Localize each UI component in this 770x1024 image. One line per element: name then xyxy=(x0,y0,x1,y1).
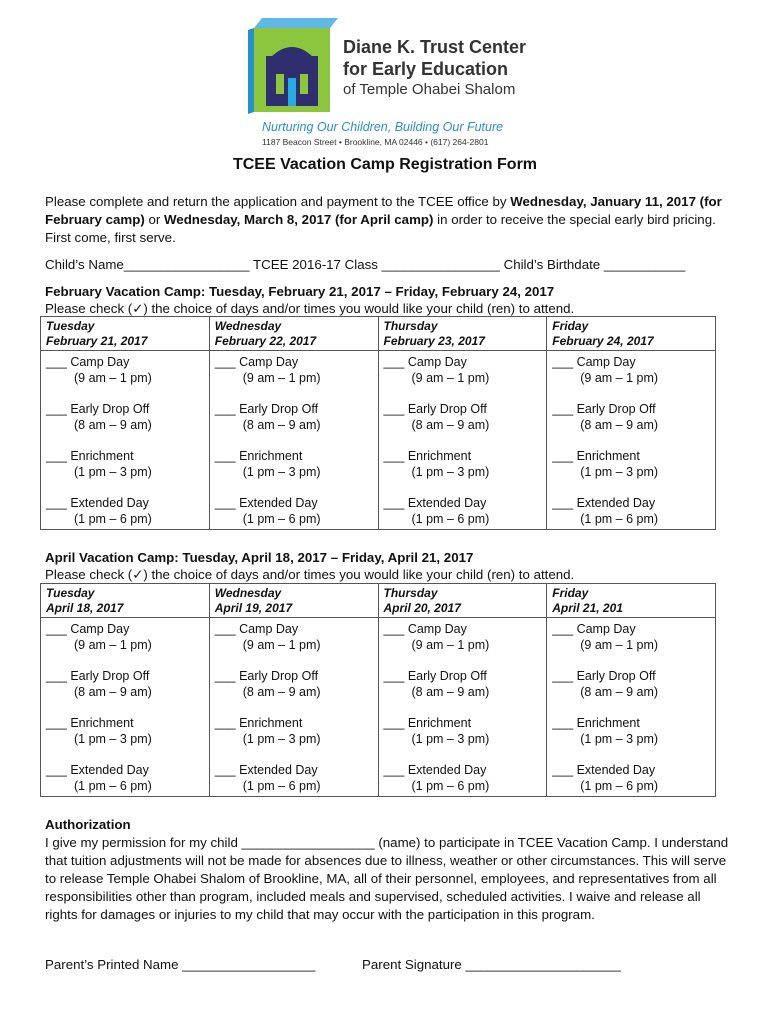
options-cell[interactable]: ___ Camp Day (9 am – 1 pm) ___ Early Drop Off (8 am – 9 am) ___ Enrichment (1 pm – 3 pm) ___ Extended Day (1 pm – 6 pm) xyxy=(41,618,210,797)
april-section-title: April Vacation Camp: Tuesday, April 18, 2017 – Friday, April 21, 2017 xyxy=(45,550,474,565)
child-info-line[interactable]: Child’s Name_________________ TCEE 2016-17 Class ________________ Child’s Birthdate ___________ xyxy=(45,257,686,272)
day-header: Wednesday April 19, 2017 xyxy=(209,584,378,618)
logo-name-line3: of Temple Ohabei Shalom xyxy=(343,81,516,98)
authorization-text: I give my permission for my child __________________ (name) to participate in TCEE Vacation Camp. I understand that tuition adjustments will not be made for absences due to illness, weather or other circumstances. This will serve to release Temple Ohabei Shalom of Brookline, MA, all of their personnel, employees, and representatives from all responsibilities other than program, included meals and supervised, scheduled activities. I waive and release all rights for damages or injuries to my child that may occur with the participation in this program. xyxy=(45,835,729,922)
february-deadline: Wednesday, January 11, 2017 (for February camp) xyxy=(45,194,722,227)
options-cell[interactable]: ___ Camp Day (9 am – 1 pm) ___ Early Drop Off (8 am – 9 am) ___ Enrichment (1 pm – 3 pm) ___ Extended Day (1 pm – 6 pm) xyxy=(547,351,716,530)
april-schedule-table xyxy=(40,583,716,797)
logo-address: 1187 Beacon Street • Brookline, MA 02446 • (617) 264-2801 xyxy=(262,137,489,147)
options-cell[interactable]: ___ Camp Day (9 am – 1 pm) ___ Early Drop Off (8 am – 9 am) ___ Enrichment (1 pm – 3 pm) ___ Extended Day (1 pm – 6 pm) xyxy=(378,351,547,530)
day-header: Friday April 21, 201 xyxy=(547,584,716,618)
day-header: Tuesday February 21, 2017 xyxy=(41,317,210,351)
logo-name-line2: for Early Education xyxy=(343,59,509,79)
day-header: Thursday February 23, 2017 xyxy=(378,317,547,351)
form-title: TCEE Vacation Camp Registration Form xyxy=(232,156,538,173)
options-cell[interactable]: ___ Camp Day (9 am – 1 pm) ___ Early Drop Off (8 am – 9 am) ___ Enrichment (1 pm – 3 pm) ___ Extended Day (1 pm – 6 pm) xyxy=(378,618,547,797)
february-instructions: Please check (✓) the choice of days and/or times you would like your child (ren) to attend. xyxy=(45,301,575,316)
february-schedule-table xyxy=(40,316,716,530)
building-logo-icon xyxy=(248,16,340,116)
day-header: Thursday April 20, 2017 xyxy=(378,584,547,618)
table-row xyxy=(41,618,716,797)
day-header: Friday February 24, 2017 xyxy=(547,317,716,351)
day-header: Tuesday April 18, 2017 xyxy=(41,584,210,618)
center-logo xyxy=(248,16,538,151)
authorization-title: Authorization xyxy=(45,817,131,832)
logo-name-line1: Diane K. Trust Center xyxy=(343,37,527,57)
parent-printed-name-field[interactable]: Parent’s Printed Name __________________ xyxy=(45,957,316,972)
options-cell[interactable]: ___ Camp Day (9 am – 1 pm) ___ Early Drop Off (8 am – 9 am) ___ Enrichment (1 pm – 3 pm) ___ Extended Day (1 pm – 6 pm) xyxy=(547,618,716,797)
intro-paragraph: Please complete and return the application and payment to the TCEE office by Wednesday, January 11, 2017 (for February camp) or Wednesday, March 8, 2017 (for April camp) in order to receive the special early bird pricing. First come, first serve. xyxy=(45,194,722,245)
table-header-row xyxy=(41,584,716,618)
table-row xyxy=(41,351,716,530)
april-deadline: Wednesday, March 8, 2017 (for April camp) xyxy=(163,212,434,227)
options-cell[interactable]: ___ Camp Day (9 am – 1 pm) ___ Early Drop Off (8 am – 9 am) ___ Enrichment (1 pm – 3 pm) ___ Extended Day (1 pm – 6 pm) xyxy=(209,351,378,530)
parent-signature-field[interactable]: Parent Signature _____________________ xyxy=(362,957,621,972)
february-section-title: February Vacation Camp: Tuesday, February 21, 2017 – Friday, February 24, 2017 xyxy=(45,284,555,299)
april-instructions: Please check (✓) the choice of days and/or times you would like your child (ren) to attend. xyxy=(45,567,575,582)
table-header-row xyxy=(41,317,716,351)
options-cell[interactable]: ___ Camp Day (9 am – 1 pm) ___ Early Drop Off (8 am – 9 am) ___ Enrichment (1 pm – 3 pm) ___ Extended Day (1 pm – 6 pm) xyxy=(209,618,378,797)
options-cell[interactable]: ___ Camp Day (9 am – 1 pm) ___ Early Drop Off (8 am – 9 am) ___ Enrichment (1 pm – 3 pm) ___ Extended Day (1 pm – 6 pm) xyxy=(41,351,210,530)
logo-tagline: Nurturing Our Children, Building Our Future xyxy=(262,120,504,134)
day-header: Wednesday February 22, 2017 xyxy=(209,317,378,351)
